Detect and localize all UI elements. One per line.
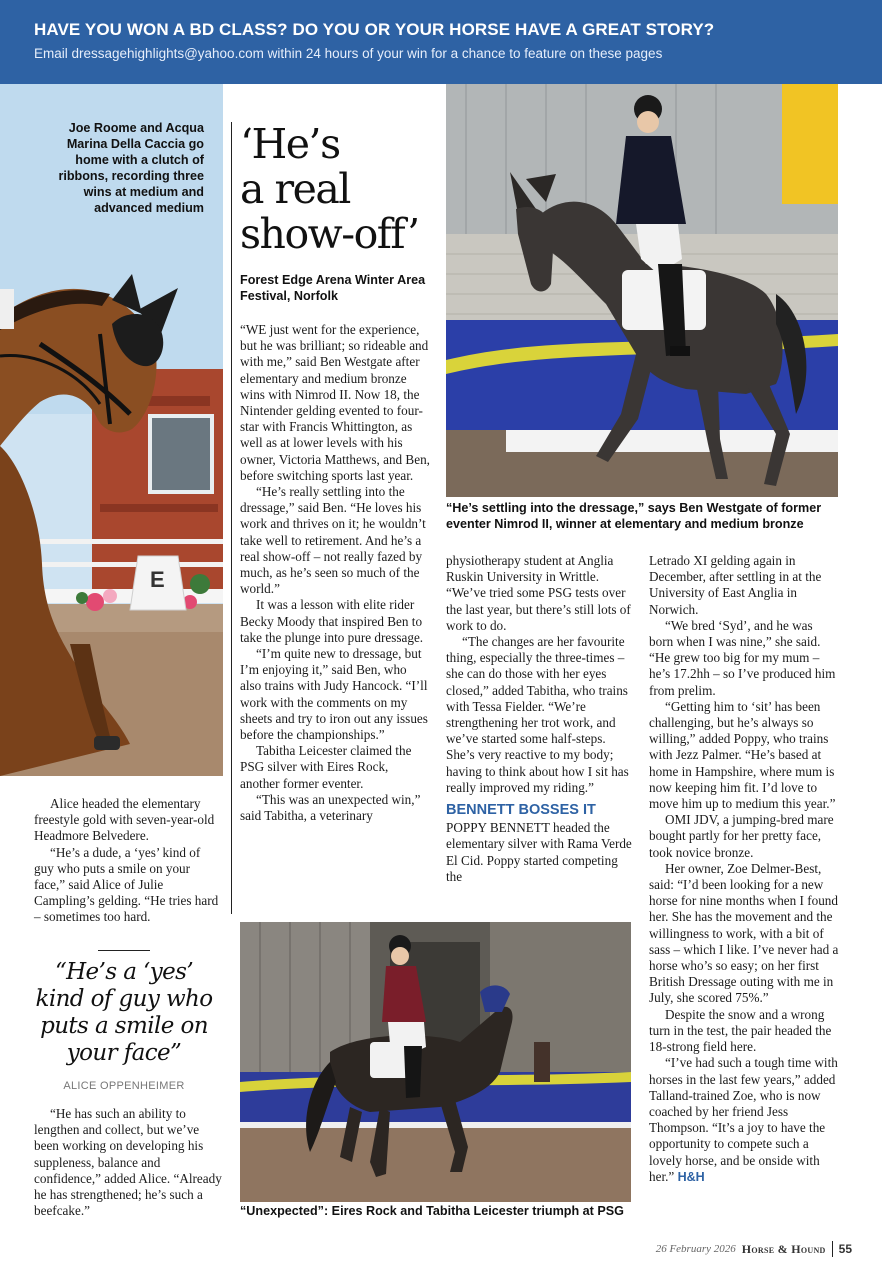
paragraph: “He’s a dude, a ‘yes’ kind of guy who puts a smile on your face,” said Alice of Julie Campling’s gelding. “He tries hard – sometimes too hard. [34, 844, 219, 925]
paragraph: “He’s really settling into the dressage,” said Ben. “He loves his work and thrives on it; he wouldn’t take well to retirement. And he’s a real show-off – not really fazed by much, as he’s seen so much of the world.” [240, 484, 426, 597]
paragraph: It was a lesson with elite rider Becky Moody that inspired Ben to take the plunge into pure dressage. [240, 597, 424, 645]
body-column-4 [649, 553, 839, 1185]
footer-divider [832, 1241, 833, 1257]
paragraph: “WE just went for the experience, but he was brilliant; so rideable and with me,” said Ben Westgate after elementary and medium bronze wins with Nimrod II. Now 18, the Nintender gelding evented to four-star with Francis Whittington, as well as at lower levels with his owner, Victoria Matthews, and Ben, before switching sports last year. [240, 322, 430, 483]
paragraph: “I’m quite new to dressage, but I’m enjoying it,” said Ben, who also trains with Judy Hancock. “I’ll work with the comments on my sheets and try to iron out any issues before the championships.” [240, 646, 428, 743]
page-footer [656, 1241, 852, 1257]
pull-quote-text: “He’s a ‘yes’ kind of guy who puts a smile on your face” [35, 959, 213, 1066]
paragraph: OMI JDV, a jumping-bred mare bought partly for her pretty face, took novice bronze. [649, 812, 834, 860]
paragraph: “He has such an ability to lengthen and collect, but we’ve been working on developing his suppleness, balance and confidence,” added Alice. “Already he has strengthened; he’s such a beefcake.” [34, 1106, 222, 1219]
top-right-photo [446, 84, 838, 497]
banner-title: HAVE YOU WON A BD CLASS? DO YOU OR YOUR HORSE HAVE A GREAT STORY? [34, 20, 715, 39]
paragraph: “Getting him to ‘sit’ has been challenging, but he’s always so willing,” added Poppy, who trains with Jezz Palmer. “He’s based at home in Hampshire, where mum is now keeping him fit. I’d love to move him up to medium this year.” [649, 698, 836, 812]
magazine-name: Horse & Hound [741, 1241, 826, 1256]
paragraph: Her owner, Zoe Delmer-Best, said: “I’d been looking for a new horse for nine months when I found her. She has the movement and the willingness to work, with a bit of sass – which I like. I’ve never had a horse who’s so easy; on her first British Dressage outing with me in July, she scored 75%.” [649, 860, 839, 1006]
body-column-3 [446, 553, 636, 885]
pull-quote [34, 950, 214, 1100]
rider-eires-rock-illustration [240, 922, 631, 1202]
body-column-1-bottom [34, 1106, 222, 1219]
body-column-2 [240, 322, 430, 824]
header-banner [0, 0, 882, 84]
pull-quote-rule [98, 950, 150, 951]
top-photo-caption: “He’s settling into the dressage,” says Ben Westgate of former eventer Nimrod II, winner at elementary and medium bronze [446, 501, 822, 531]
pull-quote-attribution: ALICE OPPENHEIMER [63, 1080, 185, 1092]
paragraph: POPPY BENNETT headed the elementary silver with Rama Verde El Cid. Poppy started competing the [446, 820, 632, 884]
headline-line: show-off’ [240, 210, 419, 258]
paragraph [649, 1055, 839, 1185]
issue-date: 26 February 2026 [655, 1243, 736, 1255]
paragraph: physiotherapy student at Anglia Ruskin University in Writtle. “We’ve tried some PSG tests over the last year, but there’s still lots of work to do. [446, 553, 631, 633]
rider-nimrod-illustration [446, 84, 838, 497]
event-standfirst: Forest Edge Arena Winter Area Festival, Norfolk [240, 273, 426, 303]
headline [240, 122, 440, 257]
banner-subtitle: Email dressagehighlights@yahoo.com within 24 hours of your win for a chance to feature on these pages [34, 46, 663, 61]
paragraph: “This was an unexpected win,” said Tabitha, a veterinary [240, 791, 421, 824]
arena-marker-letter: E [150, 567, 165, 592]
paragraph: Despite the snow and a wrong turn in the test, the pair headed the 18-strong field here. [649, 1006, 832, 1055]
paragraph: “We bred ‘Syd’, and he was born when I was nine,” she said. “He grew too big for my mum – he’s 17.2hh – so I’ve produced him from prelim. [649, 617, 836, 698]
paragraph: “The changes are her favourite thing, especially the three-times – she can do those with her eyes closed,” added Tabitha, who trains with Tessa Fielder. “We’re strengthening her trot work, and we’ve started some half-steps. She’s very reactive to my body; having to think about how I sit has really improved my riding.” [446, 634, 629, 795]
headline-line: ‘He’s [240, 120, 340, 168]
headline-line: a real [240, 165, 350, 213]
hh-sign-off: H&H [677, 1169, 705, 1184]
paragraph: Alice headed the elementary freestyle gold with seven-year-old Headmore Belvedere. [34, 796, 215, 844]
body-column-1 [34, 796, 222, 926]
paragraph-text: “I’ve had such a tough time with horses in the last few years,” added Talland-trained Zoe, who is now coached by her friend Jess Thompson. “It’s a joy to have the opportunity to compete such a lovely horse, and be onside with her.” [649, 1055, 838, 1184]
page-number: 55 [838, 1242, 852, 1256]
column-divider [231, 122, 232, 914]
bottom-photo-caption: “Unexpected”: Eires Rock and Tabitha Leicester triumph at PSG [240, 1204, 624, 1218]
bottom-photo [240, 922, 631, 1202]
paragraph: Tabitha Leicester claimed the PSG silver with Eires Rock, another former eventer. [240, 743, 412, 791]
paragraph: Letrado XI gelding again in December, after settling in at the University of East Anglia in Norwich. [649, 553, 822, 617]
left-photo-caption: Joe Roome and Acqua Marina Della Caccia go home with a clutch of ribbons, recording three wins at medium and advanced medium [58, 121, 204, 215]
section-subhead: BENNETT BOSSES IT [446, 802, 596, 819]
